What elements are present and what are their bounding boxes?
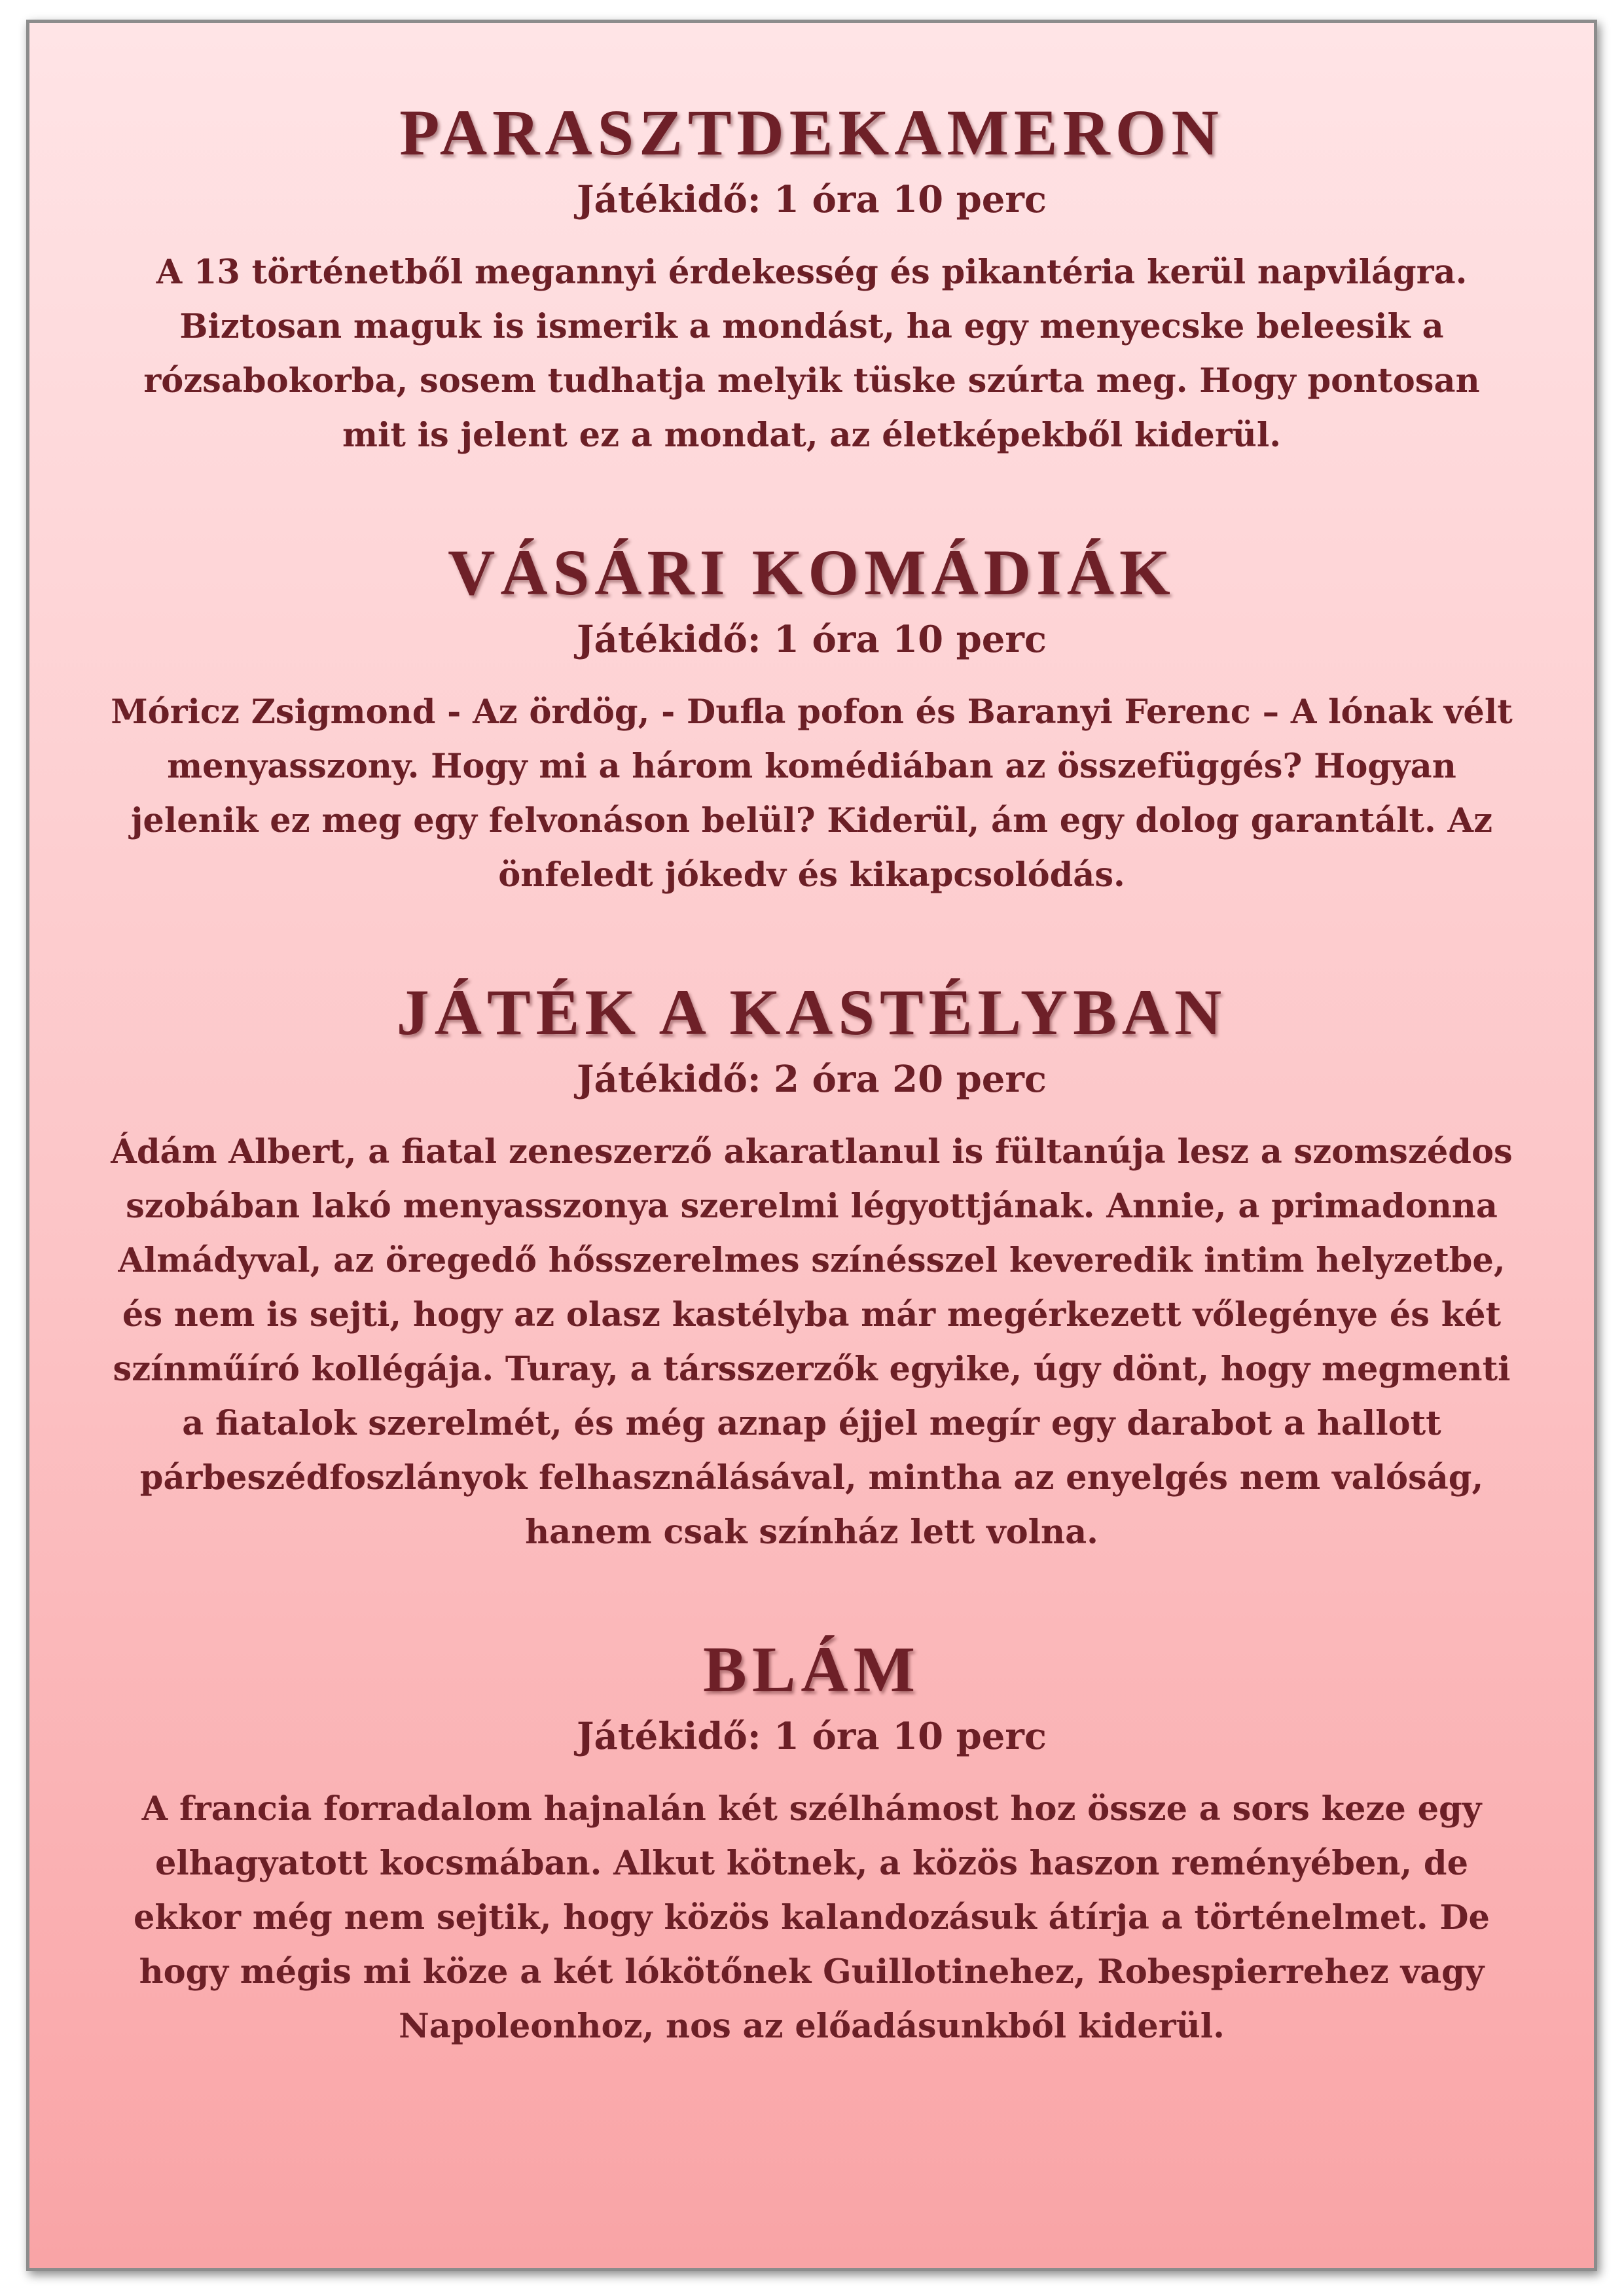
show-title: BLÁM	[703, 1633, 920, 1706]
flyer-page	[26, 20, 1597, 2271]
show-title: PARASZTDEKAMERON	[399, 96, 1224, 169]
show-runtime: Játékidő: 2 óra 20 perc	[577, 1058, 1047, 1101]
show-jatek-a-kastelyban	[108, 976, 1515, 1560]
show-runtime: Játékidő: 1 óra 10 perc	[577, 618, 1047, 661]
show-description: A francia forradalom hajnalán két szélhámost hoz össze a sors keze egy elhagyatott kocsmában. Alkut kötnek, a közös haszon reményében, de ekkor még nem sejtik, hogy közös kalandozásuk átírja a történelmet. De hogy mégis mi köze a két lókötőnek Guillotinehez, Robespierrehez vagy Napoleonhoz, nos az előadásunkból kiderül.	[133, 1789, 1490, 2046]
show-list	[108, 96, 1515, 2054]
show-runtime: Játékidő: 1 óra 10 perc	[577, 178, 1047, 221]
show-title: JÁTÉK A KASTÉLYBAN	[396, 976, 1227, 1049]
show-title: VÁSÁRI KOMÁDIÁK	[448, 536, 1176, 609]
show-description: A 13 történetből megannyi érdekesség és pikantéria kerül napvilágra. Biztosan maguk is ismerik a mondást, ha egy menyecske beleesik a rózsabokorba, sosem tudhatja melyik tüske szúrta meg. Hogy pontosan mit is jelent ez a mondat, az életképekből kiderül.	[143, 253, 1480, 455]
show-runtime: Játékidő: 1 óra 10 perc	[577, 1715, 1047, 1758]
show-blam	[108, 1633, 1515, 2054]
show-description: Ádám Albert, a fiatal zeneszerző akaratlanul is fültanúja lesz a szomszédos szobában lakó menyasszonya szerelmi légyottjának. Annie, a primadonna Almádyval, az öregedő hősszerelmes színésszel keveredik intim helyzetbe, és nem is sejti, hogy az olasz kastélyba már megérkezett vőlegénye és két színműíró kollégája. Turay, a társszerzők egyike, úgy dönt, hogy megmenti a fiatalok szerelmét, és még aznap éjjel megír egy darabot a hallott párbeszédfoszlányok felhasználásával, mintha az enyelgés nem valóság, hanem csak színház lett volna.	[111, 1132, 1513, 1552]
show-vasari-komadiak	[108, 536, 1515, 903]
show-parasztdekameron	[108, 96, 1515, 463]
show-description: Móricz Zsigmond - Az ördög, - Dufla pofon és Baranyi Ferenc – A lónak vélt menyasszony. Hogy mi a három komédiában az összefüggés? Hogyan jelenik ez meg egy felvonáson belül? Kiderül, ám egy dolog garantált. Az önfeledt jókedv és kikapcsolódás.	[111, 692, 1513, 895]
